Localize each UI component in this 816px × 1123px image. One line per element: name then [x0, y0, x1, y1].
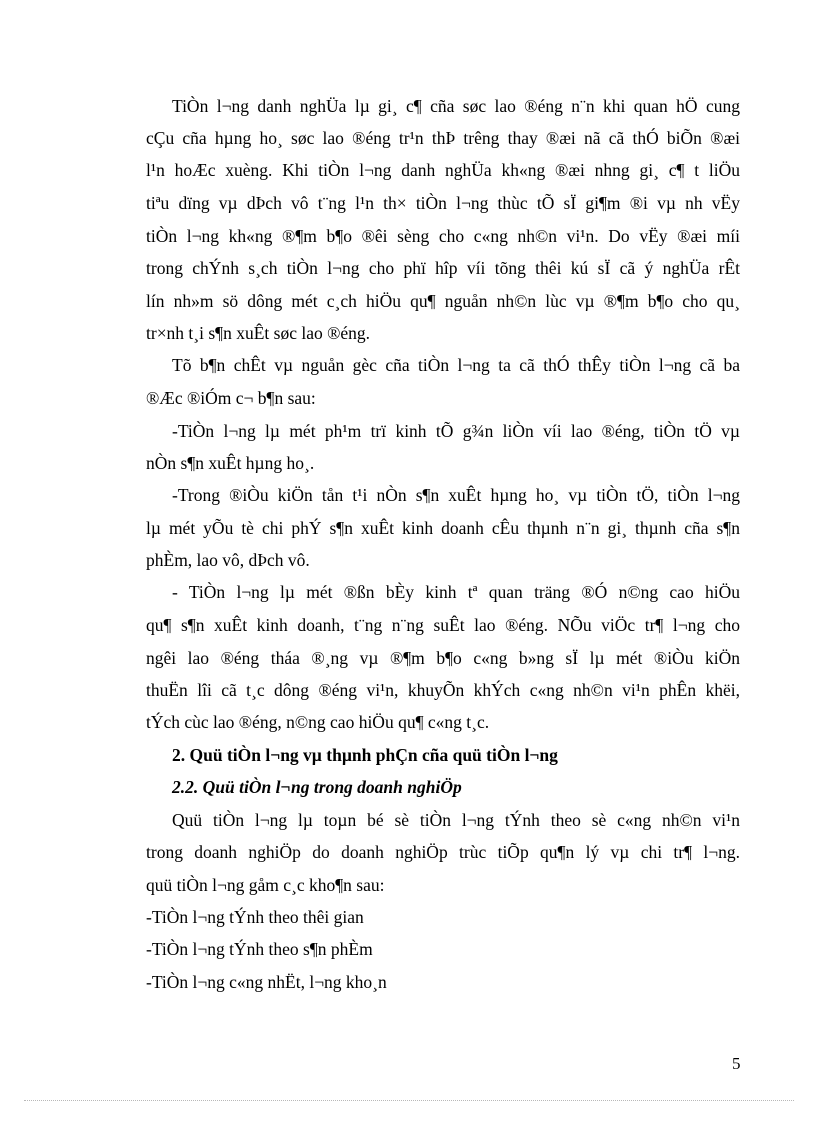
paragraph-line: TiÒn l¬ng danh nghÜa lµ gi¸ c¶ cña søc lao ®éng n¨n khi quan hÖ cung — [172, 96, 740, 116]
paragraph-line: tr×nh t¸i s¶n xuÊt søc lao ®éng. — [146, 323, 371, 343]
list-item-line: phÈm, lao vô, dÞch vô. — [146, 550, 310, 570]
paragraph-line: quü tiÒn l¬ng gåm c¸c kho¶n sau: — [146, 875, 385, 895]
paragraph-line: tiªu dïng vµ dÞch vô t¨ng l¹n th× tiÒn l¬ng thùc tÕ sÏ gi¶m ®i vµ nh vËy — [146, 193, 740, 213]
list-item-line: - TiÒn l¬ng lµ mét ®ßn bÈy kinh tª quan träng ®Ó n©ng cao hiÖu — [172, 582, 740, 602]
footer-divider — [24, 1100, 794, 1101]
paragraph-line: l¹n hoÆc xuèng. Khi tiÒn l¬ng danh nghÜa kh«ng ®æi nhng gi¸ c¶ t liÖu — [146, 160, 740, 180]
section-heading: 2. Quü tiÒn l¬ng vµ thµnh phÇn cña quü tiÒn l¬ng — [172, 745, 558, 765]
paragraph-line: tiÒn l¬ng kh«ng ®¶m b¶o ®êi sèng cho c«ng nh©n vi¹n. Do vËy ®æi míi — [146, 226, 740, 246]
paragraph-line: cÇu cña hµng ho¸ søc lao ®éng tr¹n thÞ trêng thay ®æi nã cã thÓ biÕn ®æi — [146, 128, 740, 148]
page-number: 5 — [732, 1054, 741, 1073]
paragraph-line: Quü tiÒn l¬ng lµ toµn bé sè tiÒn l¬ng tÝnh theo sè c«ng nh©n vi¹n — [172, 810, 740, 830]
paragraph-line: trong chÝnh s¸ch tiÒn l¬ng cho phï hîp víi tõng thêi kú sÏ cã ý nghÜa rÊt — [146, 258, 740, 278]
list-item-line: -TiÒn l¬ng c«ng nhËt, l¬ng kho¸n — [146, 972, 387, 992]
paragraph-line: lín nh»m sö dông mét c¸ch hiÖu qu¶ nguån nh©n lùc vµ ®¶m b¶o cho qu¸ — [146, 291, 740, 311]
paragraph-line: Tõ b¶n chÊt vµ nguån gèc cña tiÒn l¬ng ta cã thÓ thÊy tiÒn l¬ng cã ba — [172, 355, 740, 375]
list-item-line: tÝch cùc lao ®éng, n©ng cao hiÖu qu¶ c«ng t¸c. — [146, 712, 490, 732]
subsection-heading: 2.2. Quü tiÒn l¬ng trong doanh nghiÖp — [172, 777, 462, 797]
paragraph-line: ®Æc ®iÓm c¬ b¶n sau: — [146, 388, 316, 408]
list-item-line: -TiÒn l¬ng tÝnh theo thêi gian — [146, 907, 364, 927]
list-item-line: ngêi lao ®éng tháa ®¸ng vµ ®¶m b¶o c«ng b»ng sÏ lµ mét ®iÒu kiÖn — [146, 648, 740, 668]
list-item-line: -TiÒn l¬ng lµ mét ph¹m trï kinh tÕ g¾n liÒn víi lao ®éng, tiÒn tÖ vµ — [172, 421, 740, 441]
list-item-line: -TiÒn l¬ng tÝnh theo s¶n phÈm — [146, 939, 373, 959]
list-item-line: qu¶ s¶n xuÊt kinh doanh, t¨ng n¨ng suÊt lao ®éng. NÕu viÖc tr¶ l¬ng cho — [146, 615, 740, 635]
list-item-line: -Trong ®iÒu kiÖn tån t¹i nÒn s¶n xuÊt hµng ho¸ vµ tiÒn tÖ, tiÒn l¬ng — [172, 485, 740, 505]
paragraph-line: trong doanh nghiÖp do doanh nghiÖp trùc tiÕp qu¶n lý vµ chi tr¶ l¬ng. — [146, 842, 740, 862]
list-item-line: thuËn lîi cã t¸c dông ®éng vi¹n, khuyÕn khÝch c«ng nh©n vi¹n phÊn khëi, — [146, 680, 740, 700]
list-item-line: nÒn s¶n xuÊt hµng ho¸. — [146, 453, 315, 473]
list-item-line: lµ mét yÕu tè chi phÝ s¶n xuÊt kinh doanh cÊu thµnh n¨n gi¸ thµnh cña s¶n — [146, 518, 740, 538]
